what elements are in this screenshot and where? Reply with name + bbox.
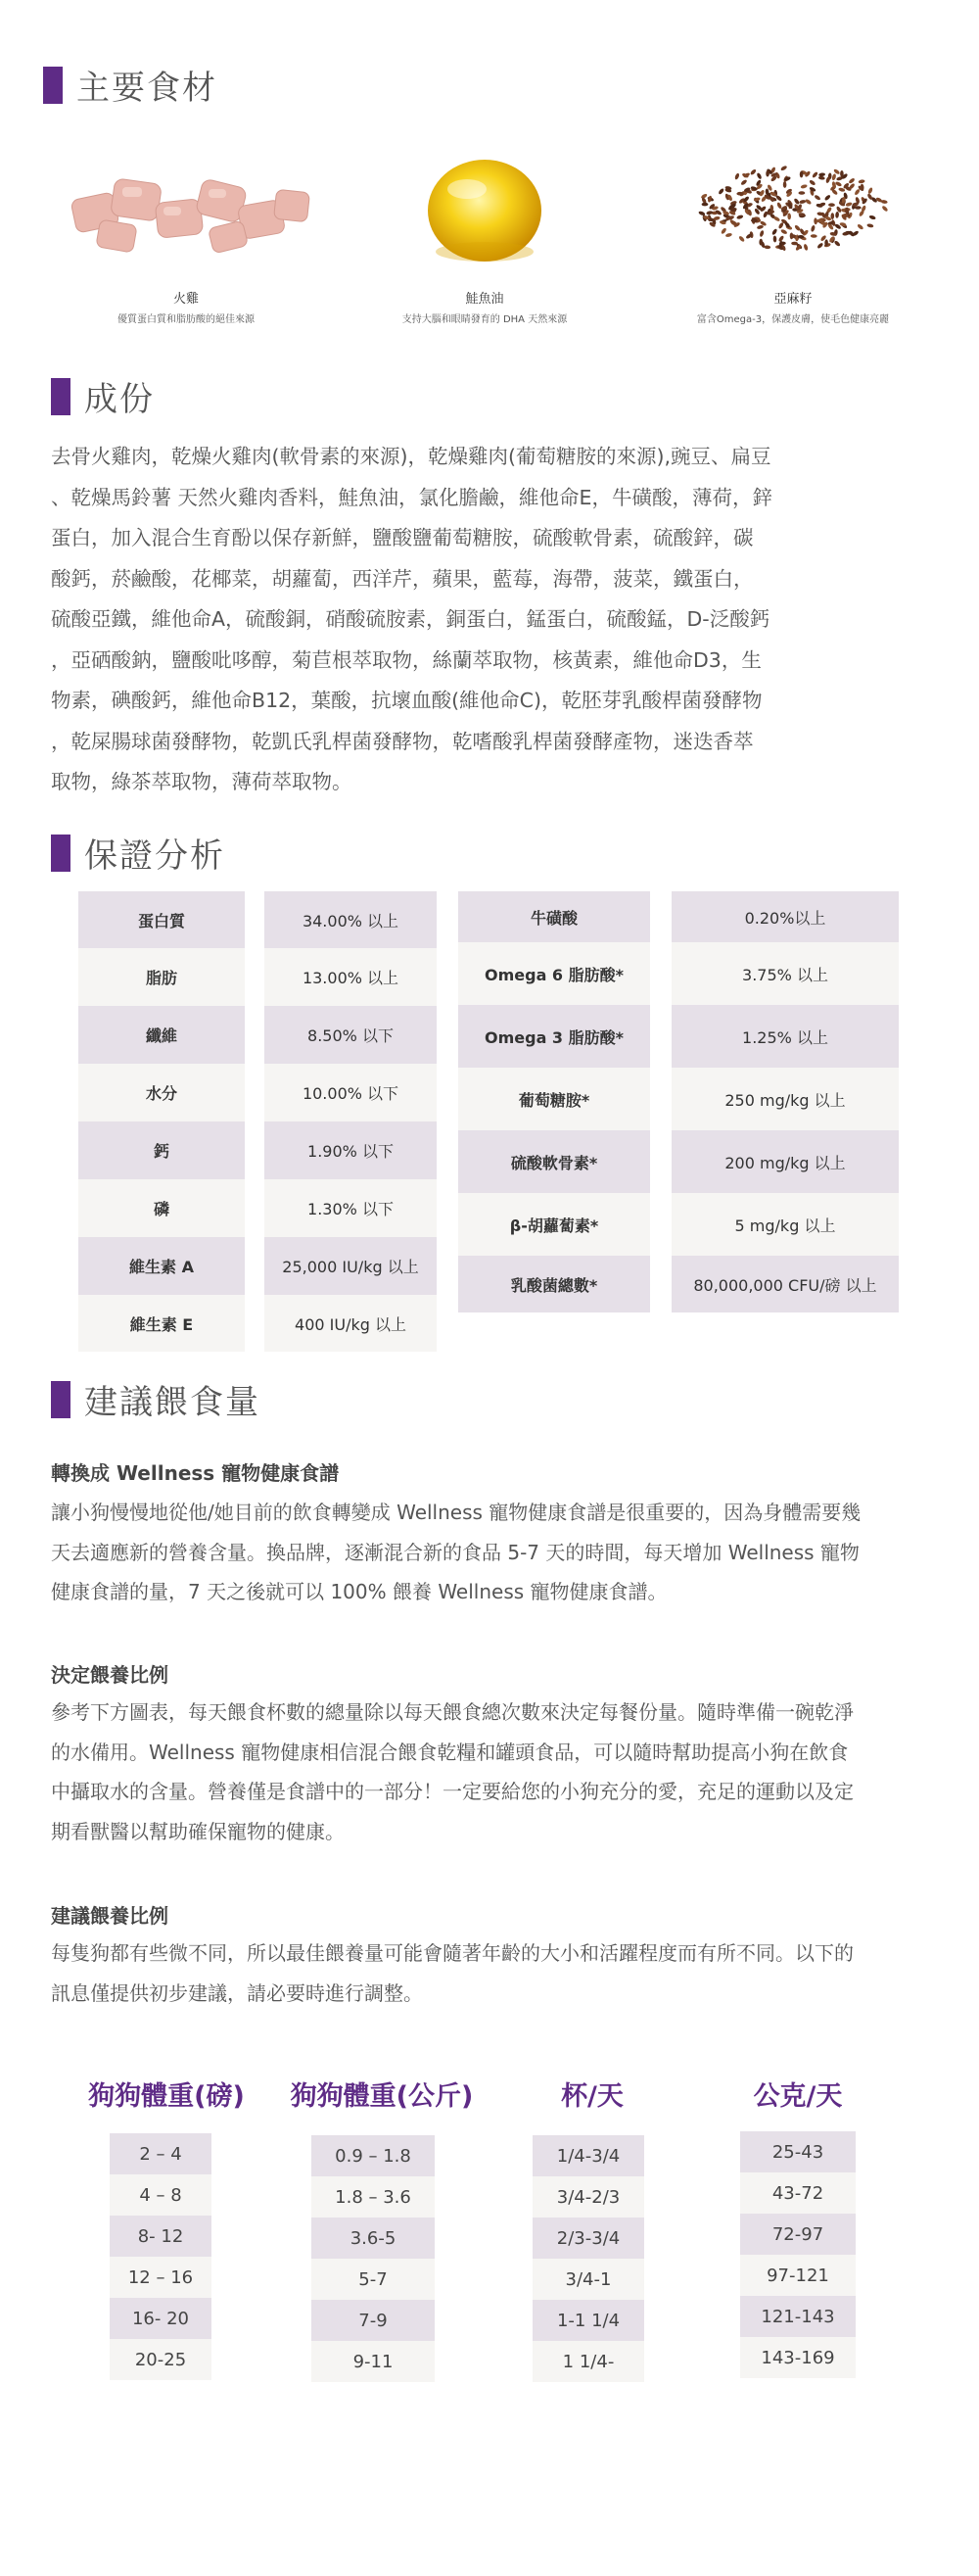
section-marker	[51, 835, 70, 872]
feeding-column-lbs	[110, 2133, 211, 2380]
feeding-cell: 1 1/4-	[533, 2341, 644, 2382]
section-heading-analysis	[51, 829, 225, 877]
section-title: 主要食材	[76, 69, 217, 108]
analysis-value: 25,000 IU/kg 以上	[264, 1237, 437, 1295]
section-heading-ingredients	[43, 61, 217, 109]
feeding-cell: 43-72	[740, 2172, 856, 2214]
feeding-header-grams: 公克/天	[753, 2081, 843, 2112]
analysis-value: 1.90% 以下	[264, 1121, 437, 1179]
feeding-cell: 16- 20	[110, 2298, 211, 2339]
section-title: 成份	[84, 380, 155, 419]
feeding-cell: 1/4-3/4	[533, 2135, 644, 2176]
analysis-label: 牛磺酸	[458, 891, 650, 942]
paragraph-line: 每隻狗都有些微不同，所以最佳餵養量可能會隨著年齡的大小和活躍程度而有所不同。以下的	[51, 1941, 854, 1965]
analysis-value: 1.30% 以下	[264, 1179, 437, 1237]
feeding-header-cups: 杯/天	[561, 2081, 624, 2112]
flaxseed-pile-image	[646, 137, 940, 274]
ingredient-flaxseed	[646, 137, 940, 325]
ingredient-name: 火雞	[172, 292, 199, 307]
feeding-cell: 4 – 8	[110, 2174, 211, 2216]
feeding-cell: 2 – 4	[110, 2133, 211, 2174]
analysis-label: 蛋白質	[78, 891, 245, 948]
ingredient-salmon-oil	[338, 137, 631, 325]
feeding-cell: 8- 12	[110, 2216, 211, 2257]
section-heading-composition	[51, 372, 155, 420]
feeding-cell: 72-97	[740, 2214, 856, 2255]
feeding-header-kg: 狗狗體重(公斤)	[290, 2081, 474, 2112]
analysis-label: 硫酸軟骨素*	[458, 1130, 650, 1193]
feeding-cell: 1.8 – 3.6	[311, 2176, 435, 2218]
ingredient-description: 支持大腦和眼睛發育的 DHA 天然來源	[401, 314, 568, 325]
feeding-column-cups	[533, 2135, 644, 2382]
feeding-cell: 97-121	[740, 2255, 856, 2296]
section-title: 保證分析	[84, 836, 225, 876]
composition-line: ，乾屎腸球菌發酵物，乾凱氏乳桿菌發酵物，乾嗜酸乳桿菌發酵產物，迷迭香萃	[51, 729, 754, 753]
paragraph-line: 參考下方圖表，每天餵食杯數的總量除以每天餵食總次數來決定每餐份量。隨時準備一碗乾淨	[51, 1700, 854, 1724]
section-marker	[43, 67, 63, 104]
paragraph-line: 中攝取水的含量。營養僅是食譜中的一部分！一定要給您的小狗充分的愛，充足的運動以及定	[51, 1780, 854, 1803]
ratio-heading: 決定餵養比例	[51, 1663, 168, 1687]
analysis-label: 維生素 E	[78, 1295, 245, 1352]
analysis-value: 5 mg/kg 以上	[672, 1193, 899, 1256]
analysis-value: 3.75% 以上	[672, 942, 899, 1005]
analysis-label: β-胡蘿蔔素*	[458, 1193, 650, 1256]
feeding-cell: 7-9	[311, 2300, 435, 2341]
feeding-cell: 3/4-2/3	[533, 2176, 644, 2218]
composition-line: 硫酸亞鐵，維他命A，硫酸銅，硝酸硫胺素，銅蛋白，錳蛋白，硫酸錳，D-泛酸鈣	[51, 607, 770, 631]
ingredient-name: 鮭魚油	[465, 292, 504, 307]
transition-heading: 轉換成 Wellness 寵物健康食譜	[51, 1461, 340, 1485]
analysis-left-labels	[78, 891, 245, 1352]
feeding-cell: 9-11	[311, 2341, 435, 2382]
composition-line: 、乾燥馬鈴薯 天然火雞肉香料，鮭魚油，氯化膽鹼，維他命E，牛磺酸，薄荷，鋅	[51, 485, 772, 509]
feeding-cell: 121-143	[740, 2296, 856, 2337]
section-marker	[51, 1381, 70, 1418]
analysis-value: 34.00% 以上	[264, 891, 437, 948]
paragraph-line: 的水備用。Wellness 寵物健康相信混合餵食乾糧和罐頭食品，可以隨時幫助提高小狗在飲食	[51, 1740, 849, 1764]
analysis-label: 脂肪	[78, 948, 245, 1006]
composition-line: 物素，碘酸鈣，維他命B12，葉酸，抗壞血酸(維他命C)，乾胚芽乳酸桿菌發酵物	[51, 689, 763, 712]
analysis-value: 400 IU/kg 以上	[264, 1295, 437, 1352]
analysis-value: 200 mg/kg 以上	[672, 1130, 899, 1193]
analysis-value: 13.00% 以上	[264, 948, 437, 1006]
ingredient-name: 亞麻籽	[773, 292, 813, 307]
ingredient-turkey	[39, 137, 333, 325]
analysis-value: 250 mg/kg 以上	[672, 1068, 899, 1130]
paragraph-line: 訊息僅提供初步建議，請必要時進行調整。	[51, 1980, 423, 2005]
analysis-label: 乳酸菌總數*	[458, 1256, 650, 1312]
analysis-value: 1.25% 以上	[672, 1005, 899, 1068]
feeding-cell: 5-7	[311, 2259, 435, 2300]
analysis-label: 纖維	[78, 1006, 245, 1064]
analysis-label: 磷	[78, 1179, 245, 1237]
feeding-cell: 3.6-5	[311, 2218, 435, 2259]
section-heading-feeding	[51, 1375, 260, 1423]
analysis-left-values	[264, 891, 437, 1352]
feeding-header-lbs: 狗狗體重(磅)	[88, 2081, 245, 2112]
analysis-value: 0.20%以上	[672, 891, 899, 942]
suggest-heading: 建議餵養比例	[51, 1904, 168, 1928]
ingredient-description: 優質蛋白質和脂肪酸的絕佳來源	[117, 314, 255, 325]
feeding-cell: 0.9 – 1.8	[311, 2135, 435, 2176]
composition-line: 酸鈣，菸鹼酸，花椰菜，胡蘿蔔，西洋芹，蘋果，藍莓，海帶，菠菜，鐵蛋白，	[51, 566, 754, 591]
feeding-cell: 2/3-3/4	[533, 2218, 644, 2259]
analysis-label: Omega 3 脂肪酸*	[458, 1005, 650, 1068]
suggest-text	[51, 1933, 932, 2013]
feeding-cell: 12 – 16	[110, 2257, 211, 2298]
paragraph-line: 健康食譜的量，7 天之後就可以 100% 餵養 Wellness 寵物健康食譜。	[51, 1580, 668, 1603]
analysis-label: 鈣	[78, 1121, 245, 1179]
analysis-label: 維生素 A	[78, 1237, 245, 1295]
feeding-cell: 1-1 1/4	[533, 2300, 644, 2341]
section-title: 建議餵食量	[84, 1383, 260, 1422]
feeding-cell: 143-169	[740, 2337, 856, 2378]
ratio-text	[51, 1693, 932, 1851]
analysis-value: 10.00% 以下	[264, 1064, 437, 1121]
analysis-right-values	[672, 891, 899, 1312]
composition-line: 取物，綠茶萃取物，薄荷萃取物。	[51, 770, 352, 793]
feeding-cell: 20-25	[110, 2339, 211, 2380]
feeding-cell: 25-43	[740, 2131, 856, 2172]
composition-line: 蛋白，加入混合生育酚以保存新鮮，鹽酸鹽葡萄糖胺，硫酸軟骨素，硫酸鋅，碳	[51, 526, 754, 549]
transition-text	[51, 1493, 932, 1612]
analysis-right-labels	[458, 891, 650, 1312]
ingredient-description: 富含Omega-3，保護皮膚，使毛色健康亮麗	[696, 314, 890, 325]
composition-line: ，亞硒酸鈉，鹽酸吡哆醇，菊苣根萃取物，絲蘭萃取物，核黃素，維他命D3，生	[51, 647, 762, 672]
paragraph-line: 天去適應新的營養含量。換品牌，逐漸混合新的食品 5-7 天的時間，每天增加 Wellness 寵物	[51, 1540, 860, 1564]
salmon-oil-drop-image	[338, 137, 631, 274]
feeding-cell: 3/4-1	[533, 2259, 644, 2300]
analysis-value: 80,000,000 CFU/磅 以上	[672, 1256, 899, 1312]
composition-line: 去骨火雞肉，乾燥火雞肉(軟骨素的來源)，乾燥雞肉(葡萄糖胺的來源),豌豆、扁豆	[51, 445, 771, 468]
paragraph-line: 讓小狗慢慢地從他/她目前的飲食轉變成 Wellness 寵物健康食譜是很重要的，因為身體需要幾	[51, 1501, 862, 1524]
feeding-column-kg	[311, 2135, 435, 2382]
analysis-label: 水分	[78, 1064, 245, 1121]
turkey-chunks-image	[39, 137, 333, 274]
analysis-label: Omega 6 脂肪酸*	[458, 942, 650, 1005]
composition-text	[51, 437, 932, 803]
analysis-label: 葡萄糖胺*	[458, 1068, 650, 1130]
analysis-value: 8.50% 以下	[264, 1006, 437, 1064]
feeding-column-grams	[740, 2131, 856, 2378]
section-marker	[51, 378, 70, 415]
paragraph-line: 期看獸醫以幫助確保寵物的健康。	[51, 1819, 345, 1843]
